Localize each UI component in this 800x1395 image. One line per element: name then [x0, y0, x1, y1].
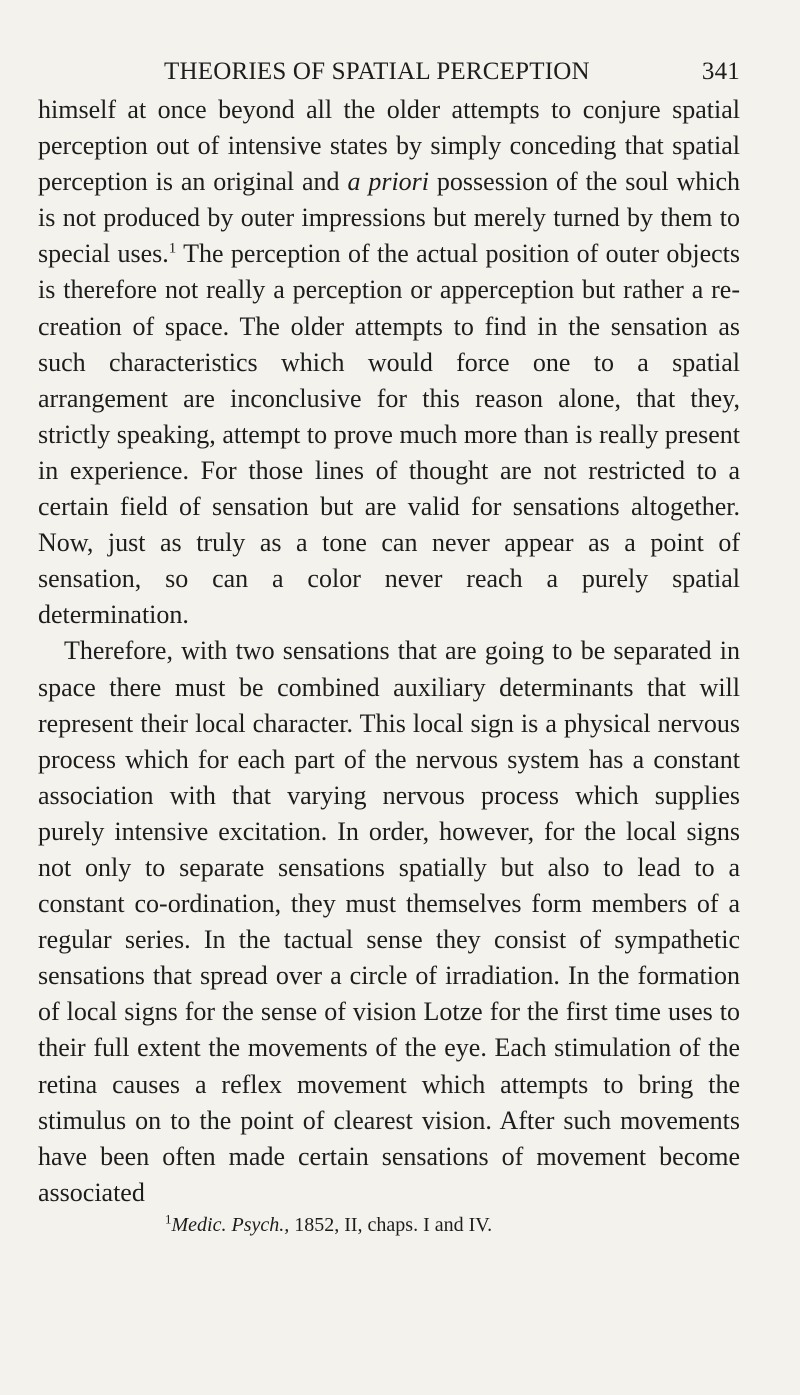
footnote-citation: 1852, II, chaps. I and IV. — [289, 1213, 493, 1236]
paragraph-1-part-1: himself at once beyond all the older attempts to conjure spatial perception out of intensive states by simply conceding that spatial perception is an original and — [38, 95, 740, 197]
paragraph-2: Therefore, with two sensations that are going to be separated in space there must be combined auxiliary determinants that will represent their local character. This local sign is a physical nervous process which for each part of the nervous system has a constant association with that varying nervous process which supplies purely intensive excitation. In order, however, for the local signs not only to separate sensations spatially but also to lead to a constant co-ordination, they must themselves form members of a regular series. In the tactual sense they consist of sympathetic sensations that spread over a circle of irradiation. In the formation of local signs for the sense of vision Lotze for the first time uses to their full extent the movements of the eye. Each stimulation of the retina causes a reflex movement which attempts to bring the stimulus on to the point of clearest vision. After such movements have been often made certain sensations of movement become associated — [38, 636, 740, 1207]
footnote-mark: 1 — [165, 1211, 172, 1227]
paragraph-1 — [38, 92, 740, 633]
book-page — [38, 52, 740, 1239]
running-head-title: THEORIES OF SPATIAL PERCEPTION — [164, 58, 590, 85]
body-text — [38, 92, 740, 1211]
paragraph-1-italic: a priori — [347, 167, 430, 197]
paragraph-1-part-3: The perception of the actual position of outer objects is therefore not really a perception or apperception but rather a re-creation of space. The older attempts to find in the sensation as such characteristics which would force one to a spatial arrangement are inconclusive for this reason alone, that they, strictly speaking, attempt to prove much more than is really present in experience. For those lines of thought are not restricted to a certain field of sensation but are valid for sensations altogether. Now, just as truly as a tone can never appear as a point of sensation, so can a color never reach a purely spatial determination. — [38, 239, 740, 630]
running-head — [38, 52, 740, 92]
footnote-source-title: Medic. Psych., — [171, 1213, 290, 1236]
footnote — [38, 1211, 740, 1239]
paragraph-1-part-2: possession of the soul which is not produced by outer impressions but merely turned by them to special uses. — [38, 167, 740, 269]
footnote-reference: 1 — [168, 240, 177, 257]
page-number: 341 — [701, 58, 740, 85]
